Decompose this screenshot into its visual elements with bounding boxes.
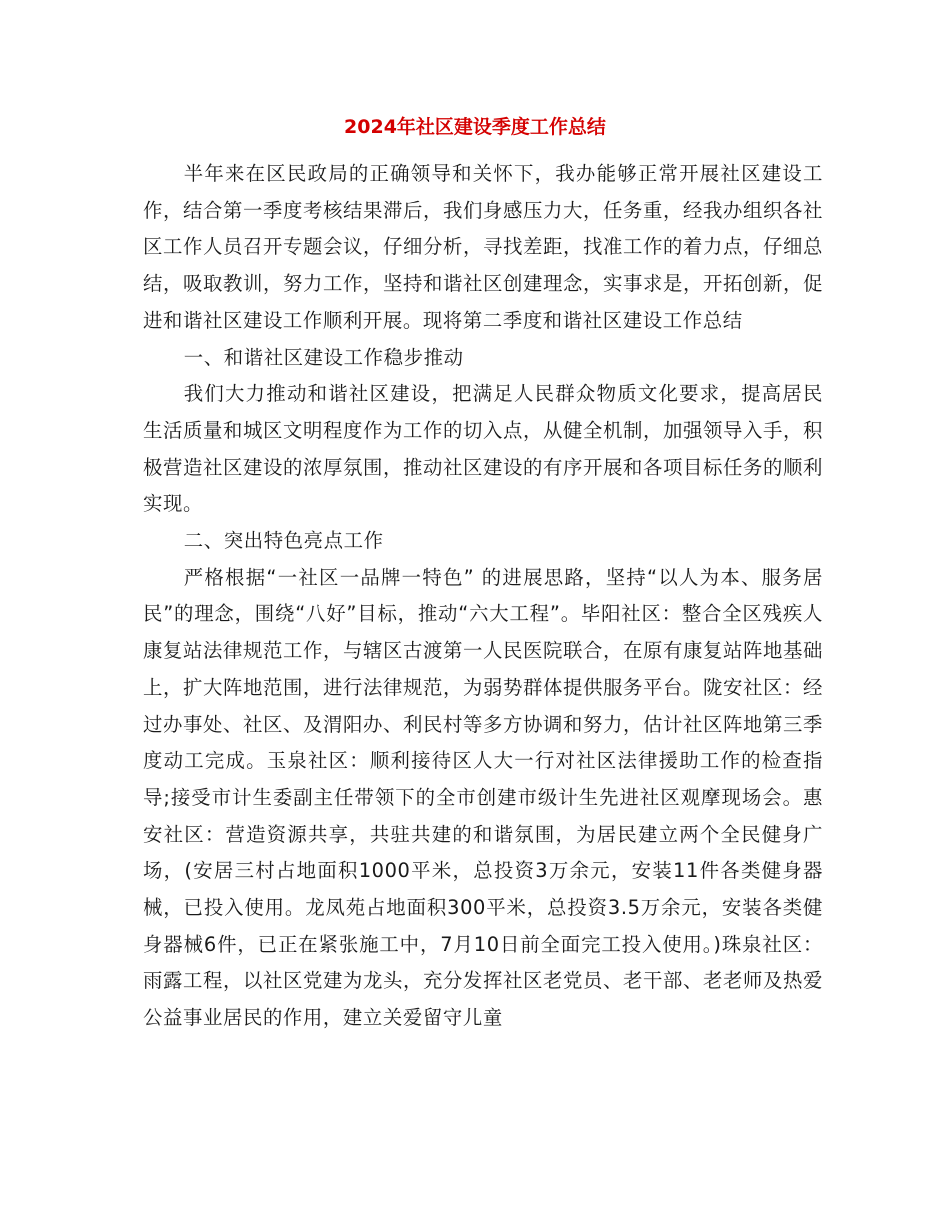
document-body <box>143 156 823 1037</box>
section-1-paragraph: 我们大力推动和谐社区建设，把满足人民群众物质文化要求，提高居民生活质量和城区文明程度作为工作的切入点，从健全机制，加强领导入手，积极营造社区建设的浓厚氛围，推动社区建设的有序开展和各项目标任务的顺利实现。 <box>143 382 823 516</box>
section-2-paragraph: 严格根据“一社区一品牌一特色” 的进展思路，坚持“以人为本、服务居民”的理念，围绕“八好”目标，推动“六大工程”。毕阳社区：整合全区残疾人康复站法律规范工作，与辖区古渡第一人民医院联合，在原有康复站阵地基础上，扩大阵地范围，进行法律规范，为弱势群体提供服务平台。陇安社区：经过办事处、社区、及渭阳办、利民村等多方协调和努力，估计社区阵地第三季度动工完成。玉泉社区：顺利接待区人大一行对社区法律援助工作的检查指导;接受市计生委副主任带领下的全市创建市级计生先进社区观摩现场会。惠安社区：营造资源共享，共驻共建的和谐氛围，为居民建立两个全民健身广场，(安居三村占地面积1000平米，总投资3万余元，安装11件各类健身器械，已投入使用。龙凤苑占地面积300平米，总投资3.5万余元，安装各类健身器械6件，已正在紧张施工中，7月10日前全面完工投入使用。)珠泉社区：雨露工程，以社区党建为龙头，充分发挥社区老党员、老干部、老老师及热爱公益事业居民的作用，建立关爱留守儿童 <box>143 565 823 1030</box>
document-title: 2024年社区建设季度工作总结 <box>344 116 606 138</box>
intro-paragraph: 半年来在区民政局的正确领导和关怀下，我办能够正常开展社区建设工作，结合第一季度考核结果滞后，我们身感压力大，任务重，经我办组织各社区工作人员召开专题会议，仔细分析，寻找差距，找准工作的着力点，仔细总结，吸取教训，努力工作，坚持和谐社区创建理念，实事求是，开拓创新，促进和谐社区建设工作顺利开展。现将第二季度和谐社区建设工作总结 <box>143 162 823 332</box>
section-heading-1: 一、和谐社区建设工作稳步推动 <box>183 345 464 369</box>
section-heading-2: 二、突出特色亮点工作 <box>183 529 384 553</box>
